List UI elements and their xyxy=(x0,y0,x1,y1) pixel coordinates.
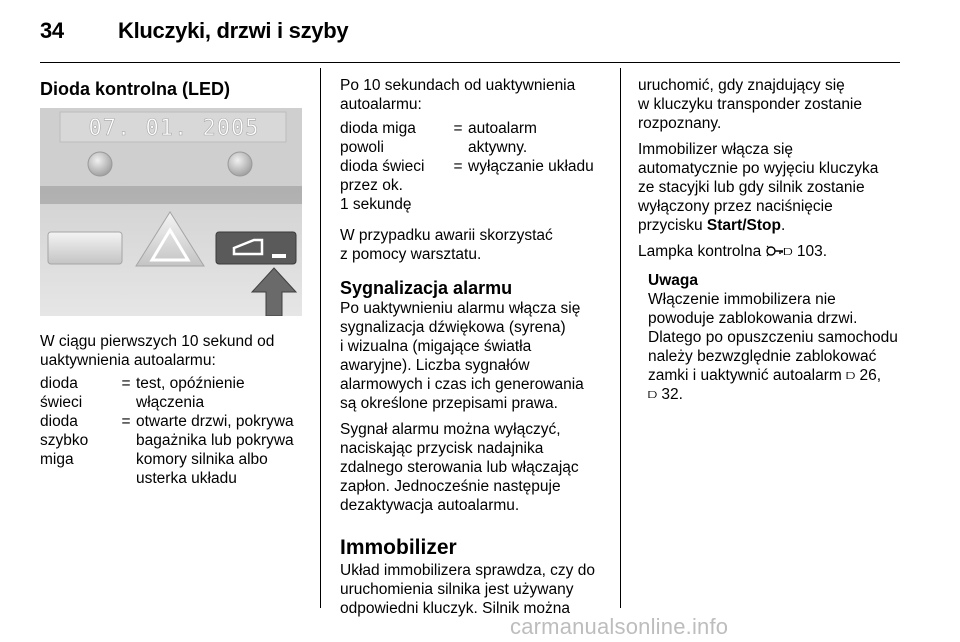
lamp-reference: Lampka kontrolna ⫐ 103. xyxy=(638,242,910,263)
note-title: Uwaga xyxy=(648,272,698,289)
start-stop-label: Start/Stop xyxy=(706,217,781,234)
see-page-icon: ⫐ xyxy=(846,367,856,384)
led-intro-line: uaktywnienia autoalarmu: xyxy=(40,352,216,369)
display-text: 07. 01. 2005 xyxy=(88,116,260,141)
alarm-paragraph-1: Po uaktywnieniu alarmu włącza się sygnalizacja dźwiękowa (syrena) i wizualna (migające światła awaryjne). Liczba sygnałów alarmowych i czas ich generowania są określone przepisami prawa. xyxy=(340,300,584,412)
column-2 xyxy=(340,76,612,618)
after-intro-line: Po 10 sekundach od uaktywnienia xyxy=(340,77,576,94)
failure-line: z pomocy warsztatu. xyxy=(340,246,482,263)
after-intro-line: autoalarmu: xyxy=(340,96,422,113)
alarm-heading: Sygnalizacja alarmu xyxy=(340,278,513,298)
column-1 xyxy=(40,78,308,100)
column-3 xyxy=(638,76,910,404)
watermark: carmanualsonline.info xyxy=(510,614,729,639)
led-figure xyxy=(40,108,302,316)
def-equals: = xyxy=(121,413,131,430)
def-term: dioda szybko miga xyxy=(40,413,89,468)
immobilizer-lamp-icon xyxy=(766,244,784,263)
after-definitions xyxy=(340,119,612,214)
immobilizer-continued: uruchomić, gdy znajdujący się w kluczyku transponder zostanie rozpoznany. xyxy=(638,77,863,132)
immobilizer-paragraph: Układ immobilizera sprawdza, czy do uruchomienia silnika jest używany odpowiedni kluczyk. Silnik można xyxy=(340,562,595,617)
see-page-icon: ⫐ xyxy=(783,243,793,260)
header-rule xyxy=(40,62,900,63)
def-equals: = xyxy=(121,375,131,392)
def-description: test, opóźnienie włączenia xyxy=(136,375,245,411)
def-equals: = xyxy=(453,120,463,137)
def-description: wyłączanie układu xyxy=(468,158,594,175)
led-definitions xyxy=(40,374,310,488)
immobilizer-auto-paragraph: Immobilizer włącza się automatycznie po wyjęciu kluczyka ze stacyjki lub gdy silnik zostanie wyłączony przez naciśnięcie przycisku Start/Stop. xyxy=(638,141,879,234)
led-heading: Dioda kontrolna (LED) xyxy=(40,79,230,99)
page-title: Kluczyki, drzwi i szyby xyxy=(118,18,349,43)
page-number: 34 xyxy=(40,18,64,43)
dashboard-illustration xyxy=(40,108,302,316)
column-divider-2 xyxy=(620,68,621,608)
see-page-icon: ⫐ xyxy=(648,386,658,403)
immobilizer-heading: Immobilizer xyxy=(340,536,457,559)
alarm-paragraph-2: Sygnał alarmu można wyłączyć, naciskając przycisk nadajnika zdalnego sterowania lub włączając zapłon. Jednocześnie następuje dezaktywacja autoalarmu. xyxy=(340,421,579,514)
led-intro-line: W ciągu pierwszych 10 sekund od xyxy=(40,333,275,350)
left-button-icon xyxy=(48,232,122,264)
def-term: dioda świeci xyxy=(40,375,83,411)
alarm-led-button-icon xyxy=(216,232,296,264)
failure-line: W przypadku awarii skorzystać xyxy=(340,227,553,244)
column-1-text xyxy=(40,332,310,488)
column-divider-1 xyxy=(320,68,321,608)
def-description: otwarte drzwi, pokrywa bagażnika lub pokrywa komory silnika albo usterka układu xyxy=(136,413,294,487)
def-term: dioda miga powoli xyxy=(340,120,416,156)
def-equals: = xyxy=(453,158,463,175)
def-term: dioda świeci przez ok. 1 sekundę xyxy=(340,158,425,213)
def-description: autoalarm aktywny. xyxy=(468,120,537,156)
note-box: Uwaga Włączenie immobilizera nie powoduje zablokowania drzwi. Dlatego po opuszczeniu samochodu należy bezwzględnie zablokować zamki i uaktywnić autoalarm ⫐ 26, ⫐ 32. xyxy=(648,271,910,404)
